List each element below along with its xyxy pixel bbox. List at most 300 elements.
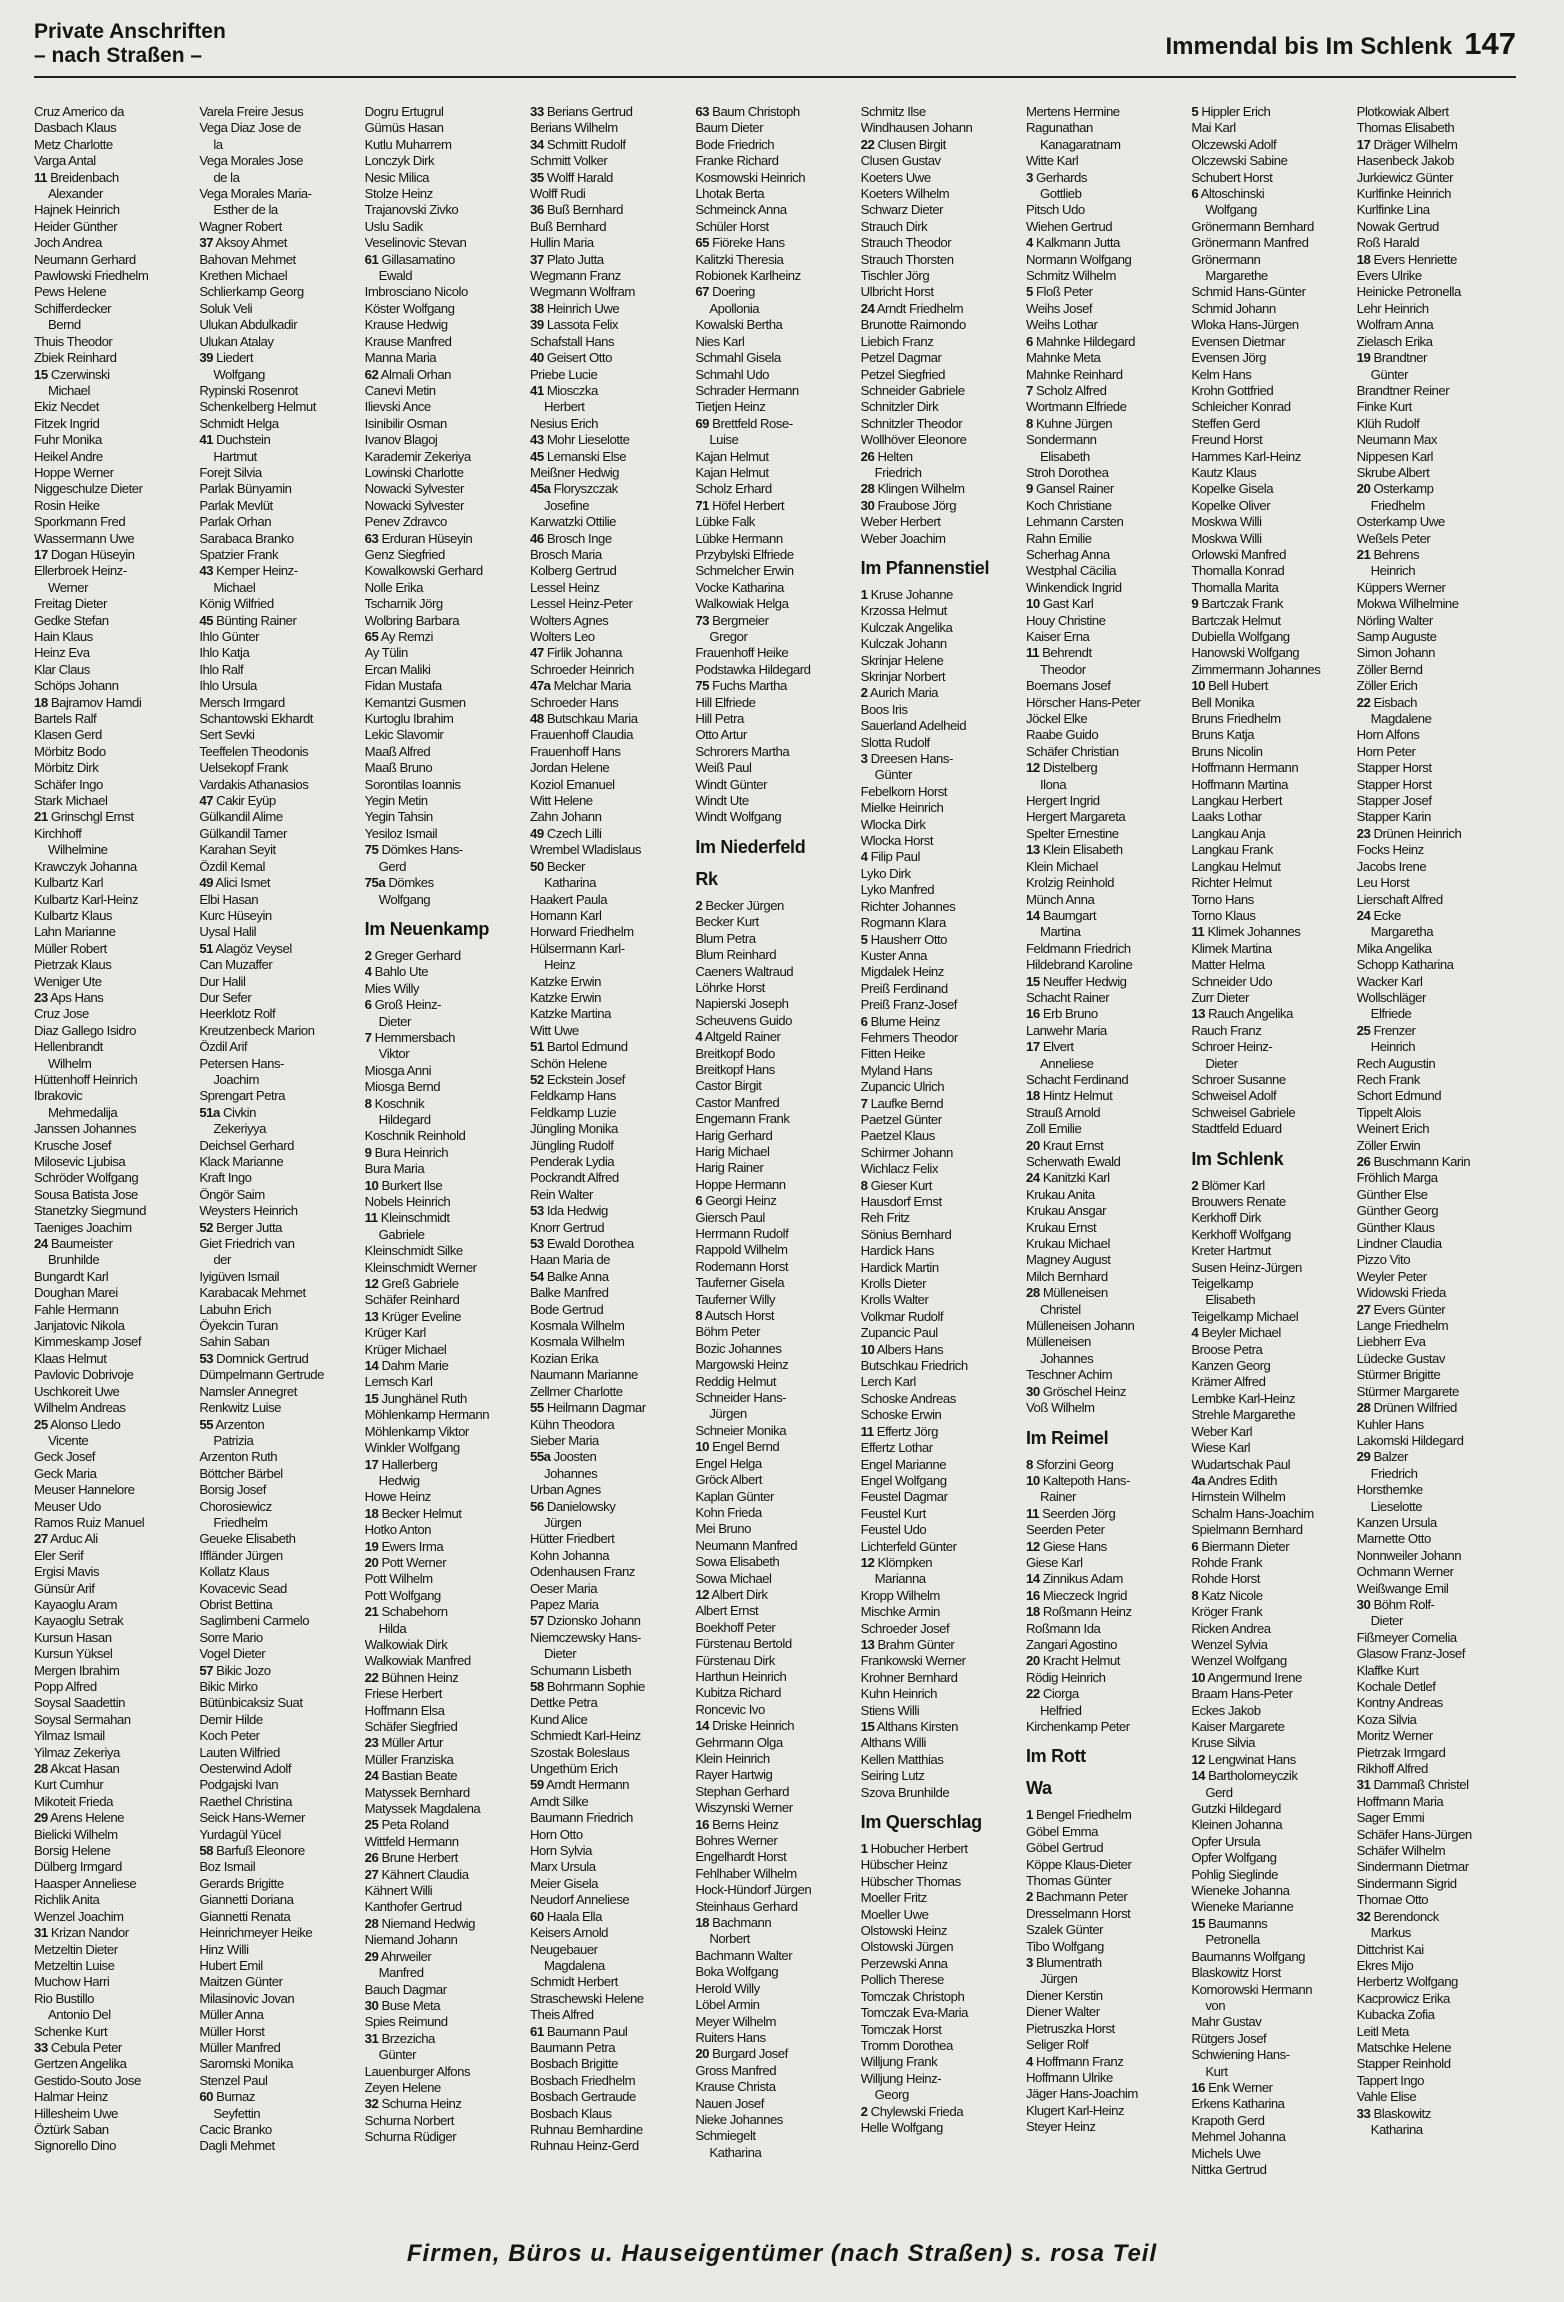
resident-entry: Krolzig Reinhold — [1025, 875, 1115, 891]
resident-entry: Fitzek Ingrid — [34, 415, 100, 431]
resident-entry: Katharina — [709, 2144, 762, 2160]
resident-entry: 20 Pott Werner — [364, 1554, 447, 1570]
resident-entry: Yesiloz Ismail — [364, 825, 438, 841]
resident-entry: Marnette Otto — [1356, 1531, 1431, 1547]
resident-entry: Gestido-Souto Jose — [34, 2072, 141, 2088]
resident-entry: Windt Ute — [695, 793, 749, 809]
resident-entry: 46 Brosch Inge — [529, 530, 612, 546]
resident-entry: Tischler Jörg — [860, 268, 930, 284]
resident-entry: 21 Grinschgl Ernst — [34, 809, 134, 825]
directory-column — [1026, 104, 1185, 2234]
resident-entry: Sousa Batista Jose — [34, 1186, 138, 1202]
resident-entry: Stapper Karin — [1356, 809, 1431, 825]
resident-entry: 12 Giese Hans — [1025, 1538, 1107, 1554]
resident-entry: Wrembel Wladislaus — [529, 842, 641, 858]
resident-entry: Opfer Ursula — [1191, 1833, 1261, 1849]
resident-entry: Perzewski Anna — [860, 1955, 948, 1971]
resident-entry: Kirchhoff — [34, 825, 82, 841]
resident-entry: Hinz Willi — [199, 1941, 249, 1957]
resident-entry: Vega Diaz Jose de — [199, 120, 301, 136]
resident-entry: 60 Haala Ella — [529, 1908, 602, 1924]
resident-entry: 3 Dreesen Hans- — [860, 751, 953, 767]
resident-entry: Öyekcin Turan — [199, 1318, 278, 1334]
street-heading: Im Reimel — [1025, 1427, 1109, 1448]
resident-entry: Jüngling Monika — [529, 1121, 618, 1137]
resident-entry: Preiß Franz-Josef — [860, 997, 957, 1013]
resident-entry: Thomalla Konrad — [1191, 563, 1285, 579]
resident-entry: Keisers Arnold — [529, 1925, 609, 1941]
resident-entry: 17 Dräger Wilhelm — [1356, 136, 1458, 152]
resident-entry: 25 Peta Roland — [364, 1817, 449, 1833]
resident-entry: Slotta Rudolf — [860, 734, 930, 750]
resident-entry: 53 Ida Hedwig — [529, 1203, 608, 1219]
resident-entry: Rauch Franz — [1191, 1022, 1262, 1038]
resident-entry: Zekeriyya — [213, 1121, 266, 1137]
resident-entry: Schubert Horst — [1191, 169, 1273, 185]
resident-entry: Preiß Ferdinand — [860, 980, 948, 996]
resident-entry: Myland Hans — [860, 1062, 933, 1078]
resident-entry: Kelm Hans — [1191, 366, 1252, 382]
resident-entry: Langkau Helmut — [1191, 858, 1281, 874]
resident-entry: Odenhausen Franz — [529, 1564, 635, 1580]
resident-entry: Effertz Lothar — [860, 1440, 933, 1456]
resident-entry: Brandtner Reiner — [1356, 382, 1450, 398]
resident-entry: Diener Walter — [1025, 2004, 1100, 2020]
resident-entry: Feustel Dagmar — [860, 1489, 948, 1505]
resident-entry: Pott Wilhelm — [364, 1571, 433, 1587]
resident-entry: Albert Ernst — [695, 1603, 759, 1619]
resident-entry: Wortmann Elfriede — [1025, 399, 1127, 415]
resident-entry: Sert Sevki — [199, 727, 255, 743]
resident-entry: Schüler Horst — [695, 218, 769, 234]
resident-entry: Christel — [1039, 1301, 1081, 1317]
resident-entry: Bohres Werner — [695, 1833, 778, 1849]
resident-entry: Kurlfinke Lina — [1356, 202, 1430, 218]
resident-entry: Becker Kurt — [695, 914, 759, 930]
resident-entry: 1 Kruse Johanne — [860, 586, 953, 602]
resident-entry: Müller Robert — [34, 940, 107, 956]
resident-entry: 47 Firlik Johanna — [529, 645, 622, 661]
resident-entry: Schneider Gabriele — [860, 382, 965, 398]
resident-entry: Lehr Heinrich — [1356, 300, 1429, 316]
resident-entry: Roßmann Ida — [1025, 1620, 1101, 1636]
resident-entry: Milasinovic Jovan — [199, 1990, 295, 2006]
resident-entry: Kemantzi Gusmen — [364, 694, 466, 710]
resident-entry: Schurna Norbert — [364, 2112, 454, 2128]
resident-entry: Winkler Wolfgang — [364, 1440, 460, 1456]
directory-column — [1191, 104, 1350, 2234]
resident-entry: Krethen Michael — [199, 268, 288, 284]
resident-entry: Wolters Leo — [529, 629, 595, 644]
resident-entry: Matter Helma — [1191, 957, 1265, 973]
resident-entry: Sauerland Adelheid — [860, 718, 967, 734]
resident-entry: Schnitzler Theodor — [860, 415, 963, 431]
resident-entry: Kurtoglu Ibrahim — [364, 711, 454, 727]
resident-entry: Grönermann Bernhard — [1191, 218, 1314, 234]
resident-entry: Erkens Katharina — [1191, 2096, 1285, 2112]
resident-entry: 9 Bura Heinrich — [364, 1144, 449, 1160]
resident-entry: 33 Berians Gertrud — [529, 104, 633, 119]
resident-entry: Katzke Erwin — [529, 989, 601, 1005]
resident-entry: 6 Georgi Heinz — [695, 1193, 777, 1209]
resident-entry: Neumann Manfred — [695, 1537, 798, 1553]
resident-entry: Feldkamp Hans — [529, 1088, 616, 1104]
resident-entry: Tibo Wolfgang — [1025, 1938, 1104, 1954]
resident-entry: Friedhelm — [1370, 497, 1425, 513]
resident-entry: 22 Clusen Birgit — [860, 136, 946, 152]
resident-entry: Kröger Frank — [1191, 1604, 1263, 1620]
resident-entry: Halmar Heinz — [34, 2089, 108, 2105]
resident-entry: 23 Müller Artur — [364, 1735, 443, 1751]
resident-entry: Zoll Emilie — [1025, 1121, 1082, 1137]
resident-entry: Skrinjar Helene — [860, 652, 944, 668]
resident-entry: 2 Greger Gerhard — [364, 947, 461, 963]
resident-entry: Wagner Robert — [199, 218, 282, 234]
resident-entry: 24 Kanitzki Karl — [1025, 1170, 1110, 1186]
resident-entry: Dieter — [1370, 1613, 1403, 1629]
resident-entry: Wloka Hans-Jürgen — [1191, 317, 1299, 333]
resident-entry: Hullin Maria — [529, 235, 594, 251]
resident-entry: Kanzen Ursula — [1356, 1514, 1437, 1530]
resident-entry: 33 Cebula Peter — [34, 2039, 122, 2055]
resident-entry: 9 Gansel Rainer — [1025, 481, 1114, 497]
resident-entry: Moskwa Willi — [1191, 530, 1262, 546]
resident-entry: Taeniges Joachim — [34, 1219, 132, 1235]
resident-entry: Penderak Lydia — [529, 1154, 615, 1169]
resident-entry: 55 Arzenton — [199, 1416, 265, 1432]
resident-entry: Roß Harald — [1356, 235, 1420, 251]
resident-entry: Hammes Karl-Heinz — [1191, 448, 1301, 464]
resident-entry: Yegin Tahsin — [364, 809, 433, 825]
resident-entry: 51 Alagöz Veysel — [199, 940, 292, 956]
resident-entry: Seiring Lutz — [860, 1768, 925, 1784]
resident-entry: Kimmeskamp Josef — [34, 1334, 142, 1350]
resident-entry: Tomczak Christoph — [860, 1988, 965, 2004]
resident-entry: 59 Arndt Hermann — [529, 1777, 630, 1793]
resident-entry: 2 Chylewski Frieda — [860, 2103, 964, 2119]
resident-entry: 4 Altgeld Rainer — [695, 1029, 781, 1045]
resident-entry: Robionek Karlheinz — [695, 268, 801, 284]
resident-entry: Strehle Margarethe — [1191, 1407, 1296, 1423]
resident-entry: 24 Arndt Friedhelm — [860, 300, 964, 316]
resident-entry: Bauch Dagmar — [364, 1981, 447, 1997]
resident-entry: Ibrakovic — [34, 1088, 83, 1104]
resident-entry: Lerch Karl — [860, 1374, 916, 1390]
resident-entry: Caeners Waltraud — [695, 963, 794, 979]
resident-entry: Dur Sefer — [199, 989, 252, 1005]
resident-entry: Schmid Johann — [1191, 300, 1276, 316]
resident-entry: Sorontilas Ioannis — [364, 776, 461, 792]
resident-entry: Lowinski Charlotte — [364, 464, 464, 480]
resident-entry: 23 Drünen Heinrich — [1356, 825, 1462, 841]
resident-entry: Wilhelm — [48, 1055, 92, 1071]
resident-entry: 20 Kracht Helmut — [1025, 1653, 1120, 1669]
resident-entry: Schweisel Gabriele — [1191, 1104, 1296, 1120]
resident-entry: 75 Fuchs Martha — [695, 678, 787, 694]
resident-entry: Nörling Walter — [1356, 612, 1433, 628]
resident-entry: Walkowiak Dirk — [364, 1636, 448, 1652]
resident-entry: Böttcher Bärbel — [199, 1465, 283, 1481]
resident-entry: Hoffmann Maria — [1356, 1793, 1444, 1809]
resident-entry: Engemann Frank — [695, 1111, 790, 1127]
resident-entry: Müller Anna — [199, 2007, 264, 2023]
resident-entry: Stürmer Margarete — [1356, 1383, 1459, 1399]
resident-entry: Joachim — [213, 1071, 259, 1087]
resident-entry: Fehmers Theodor — [860, 1029, 958, 1045]
resident-entry: Hübscher Thomas — [860, 1873, 961, 1889]
resident-entry: 14 Zinnikus Adam — [1025, 1571, 1123, 1587]
resident-entry: 63 Erduran Hüseyin — [364, 530, 473, 546]
resident-entry: 71 Höfel Herbert — [695, 497, 785, 513]
resident-entry: Tappert Ingo — [1356, 2072, 1424, 2088]
resident-entry: Horn Sylvia — [529, 1843, 592, 1859]
resident-entry: Hilda — [378, 1620, 407, 1636]
resident-entry: Baumann Friedrich — [529, 1810, 633, 1826]
resident-entry: Lübke Hermann — [695, 530, 783, 546]
resident-entry: Katzke Martina — [529, 1006, 611, 1022]
resident-entry: Wassermann Uwe — [34, 530, 135, 546]
resident-entry: 67 Doering — [695, 284, 755, 300]
resident-entry: Hajnek Heinrich — [34, 202, 120, 218]
street-heading: Im Querschlag — [860, 1812, 982, 1833]
resident-entry: Hüttenhoff Heinrich — [34, 1071, 138, 1087]
resident-entry: 15 Althans Kirsten — [860, 1719, 958, 1734]
resident-entry: Blum Petra — [695, 930, 756, 946]
resident-entry: Signorello Dino — [34, 2138, 116, 2154]
resident-entry: Krukau Ernst — [1025, 1219, 1097, 1235]
resident-entry: 12 Lengwinat Hans — [1191, 1751, 1296, 1767]
resident-entry: Wlocka Dirk — [860, 816, 926, 832]
resident-entry: Kulczak Johann — [860, 636, 947, 652]
resident-entry: 18 Bachmann — [695, 1915, 772, 1931]
resident-entry: Diaz Gallego Isidro — [34, 1022, 136, 1038]
resident-entry: Mülleneisen — [1025, 1334, 1091, 1350]
resident-entry: 20 Kraut Ernst — [1025, 1137, 1104, 1153]
resident-entry: 10 Bell Hubert — [1191, 678, 1268, 694]
resident-entry: Schoske Erwin — [860, 1407, 942, 1423]
resident-entry: 6 Mahnke Hildegard — [1025, 333, 1136, 349]
resident-entry: 11 Effertz Jörg — [860, 1423, 938, 1439]
resident-entry: Hellenbrandt — [34, 1039, 103, 1055]
resident-entry: Klein Heinrich — [695, 1751, 770, 1766]
resident-entry: Frauenhoff Hans — [529, 743, 621, 759]
resident-entry: Strauch Dirk — [860, 218, 928, 234]
resident-entry: 10 Angermund Irene — [1191, 1669, 1302, 1685]
resident-entry: Kirchenkamp Peter — [1025, 1719, 1130, 1734]
resident-entry: 61 Baumann Paul — [529, 2023, 628, 2039]
resident-entry: Neugebauer — [529, 1941, 598, 1957]
resident-entry: 26 Buschmann Karin — [1356, 1154, 1471, 1169]
resident-entry: Theis Alfred — [529, 2007, 594, 2023]
resident-entry: Nies Karl — [695, 333, 745, 349]
resident-entry: Hütter Friedbert — [529, 1531, 615, 1547]
resident-entry: Weihs Josef — [1025, 300, 1093, 316]
resident-entry: 28 Drünen Wilfried — [1356, 1400, 1457, 1416]
resident-entry: Lahn Marianne — [34, 924, 116, 940]
resident-entry: 8 Koschnik — [364, 1095, 425, 1111]
resident-entry: Niemczewsky Hans- — [529, 1629, 641, 1645]
resident-entry: Köster Wolfgang — [364, 300, 455, 316]
resident-entry: Margaretha — [1370, 924, 1434, 940]
resident-entry: Zeyen Helene — [364, 2079, 441, 2095]
street-heading: Wa — [1025, 1778, 1052, 1799]
resident-entry: 52 Berger Jutta — [199, 1219, 282, 1235]
resident-entry: Kanzen Georg — [1191, 1358, 1271, 1374]
resident-entry: Manfred — [378, 1965, 424, 1981]
resident-entry: 58 Barfuß Eleonore — [199, 1843, 305, 1859]
resident-entry: Kulbartz Karl-Heinz — [34, 891, 139, 907]
resident-entry: Liebherr Eva — [1356, 1334, 1426, 1350]
resident-entry: Herrmann Rudolf — [695, 1226, 789, 1241]
resident-entry: Weiß Paul — [695, 760, 752, 776]
resident-entry: Jacobs Irene — [1356, 858, 1427, 874]
resident-entry: Kolberg Gertrud — [529, 563, 617, 579]
resident-entry: Özdil Kemal — [199, 858, 265, 874]
resident-entry: Urban Agnes — [529, 1482, 601, 1498]
resident-entry: Mikoteit Frieda — [34, 1793, 113, 1809]
resident-entry: Heinrichmeyer Heike — [199, 1925, 313, 1941]
resident-entry: Nowacki Sylvester — [364, 481, 464, 497]
resident-entry: Pohlig Sieglinde — [1191, 1866, 1278, 1882]
resident-entry: 41 Miosczka — [529, 382, 598, 398]
resident-entry: Fitten Heike — [860, 1046, 926, 1062]
resident-entry: der — [213, 1252, 231, 1268]
resident-entry: Zöller Bernd — [1356, 661, 1423, 677]
resident-entry: Sowa Elisabeth — [695, 1554, 780, 1570]
resident-entry: Feldkamp Luzie — [529, 1104, 617, 1120]
resident-entry: Napierski Joseph — [695, 996, 789, 1012]
resident-entry: 14 Baumgart — [1025, 907, 1096, 923]
resident-entry: Olczewski Adolf — [1191, 136, 1277, 152]
resident-entry: Reddig Helmut — [695, 1373, 777, 1389]
resident-entry: Hausdorf Ernst — [860, 1194, 942, 1209]
resident-entry: 31 Krizan Nandor — [34, 1925, 129, 1941]
resident-entry: Wolbring Barbara — [364, 612, 460, 628]
resident-entry: Tromm Dorothea — [860, 2037, 953, 2053]
resident-entry: Bruns Friedhelm — [1191, 711, 1281, 727]
resident-entry: Krukau Michael — [1025, 1236, 1110, 1252]
resident-entry: Lange Friedhelm — [1356, 1318, 1449, 1334]
resident-entry: Olstowski Jürgen — [860, 1939, 954, 1955]
resident-entry: Nowacki Sylvester — [364, 497, 464, 513]
resident-entry: Schön Helene — [529, 1055, 607, 1071]
resident-entry: Obrist Bettina — [199, 1596, 273, 1612]
resident-entry: Frauenhoff Heike — [695, 645, 789, 661]
resident-entry: Magdalena — [543, 1957, 605, 1973]
resident-entry: 8 Autsch Horst — [695, 1308, 775, 1324]
resident-entry: 4 Kalkmann Jutta — [1025, 235, 1120, 251]
resident-entry: 11 Seerden Jörg — [1025, 1505, 1116, 1521]
resident-entry: Krolls Walter — [860, 1292, 929, 1308]
resident-entry: Bielicki Wilhelm — [34, 1826, 118, 1842]
resident-entry: Herold Willy — [695, 1980, 760, 1996]
resident-entry: Rio Bustillo — [34, 1990, 94, 2006]
resident-entry: Richter Johannes — [860, 898, 956, 914]
resident-entry: Hain Klaus — [34, 629, 93, 644]
resident-entry: Parlak Mevlüt — [199, 497, 273, 513]
resident-entry: Kaplan Günter — [695, 1488, 774, 1504]
resident-entry: Sowa Michael — [695, 1570, 772, 1586]
resident-entry: Jäger Hans-Joachim — [1025, 2086, 1138, 2102]
resident-entry: 13 Klein Elisabeth — [1025, 842, 1123, 858]
resident-entry: Ekiz Necdet — [34, 399, 99, 415]
resident-entry: Schwiening Hans- — [1191, 2047, 1290, 2063]
resident-entry: Scheuvens Guido — [695, 1012, 792, 1028]
resident-entry: Torno Hans — [1191, 891, 1254, 907]
resident-entry: 8 Sforzini Georg — [1025, 1456, 1114, 1472]
resident-entry: 29 Arens Helene — [34, 1810, 125, 1826]
resident-entry: Kuhler Hans — [1356, 1416, 1424, 1432]
resident-entry: 19 Brandtner — [1356, 350, 1427, 366]
resident-entry: Bartczak Helmut — [1191, 612, 1281, 628]
resident-entry: Willjung Heinz- — [860, 2070, 942, 2086]
resident-entry: Kosmowski Heinrich — [695, 169, 806, 185]
resident-entry: 49 Alici Ismet — [199, 875, 271, 891]
resident-entry: Lindner Claudia — [1356, 1236, 1442, 1252]
resident-entry: Broose Petra — [1191, 1341, 1263, 1357]
resident-entry: Moritz Werner — [1356, 1728, 1433, 1744]
resident-entry: Wenzel Wolfgang — [1191, 1653, 1287, 1669]
resident-entry: 49 Czech Lilli — [529, 825, 602, 841]
resident-entry: Krohner Bernhard — [860, 1669, 958, 1685]
resident-entry: Günter — [1370, 366, 1408, 382]
resident-entry: Uysal Halil — [199, 924, 257, 940]
resident-entry: Febelkorn Horst — [860, 783, 947, 799]
resident-entry: Nippesen Karl — [1356, 448, 1433, 464]
resident-entry: Ihlo Günter — [199, 629, 260, 644]
resident-entry: Schrorers Martha — [695, 743, 790, 759]
resident-entry: Schnitzler Dirk — [860, 399, 939, 415]
resident-entry: 18 Hintz Helmut — [1025, 1088, 1113, 1104]
resident-entry: Sindermann Sigrid — [1356, 1875, 1457, 1891]
resident-entry: Tauferner Willy — [695, 1291, 776, 1307]
resident-entry: Heerklotz Rolf — [199, 1006, 276, 1022]
resident-entry: Jöckel Elke — [1025, 711, 1088, 727]
resident-entry: Trajanovski Zivko — [364, 202, 459, 218]
resident-entry: Zbiek Reinhard — [34, 350, 117, 366]
resident-entry: 16 Berns Heinz — [695, 1816, 779, 1832]
resident-entry: Göbel Emma — [1025, 1823, 1098, 1839]
resident-entry: 32 Schurna Heinz — [364, 2096, 462, 2112]
resident-entry: Breitkopf Hans — [695, 1061, 775, 1077]
resident-entry: Öztürk Saban — [34, 2121, 109, 2137]
resident-entry: Labuhn Erich — [199, 1301, 272, 1317]
resident-entry: Schopp Katharina — [1356, 957, 1454, 973]
resident-entry: Richter Helmut — [1191, 875, 1272, 891]
resident-entry: Günther Georg — [1356, 1203, 1439, 1219]
resident-entry: Brosch Maria — [529, 546, 602, 562]
resident-entry: Meier Gisela — [529, 1875, 599, 1891]
resident-entry: Koch Peter — [199, 1728, 260, 1744]
resident-entry: Magney August — [1025, 1252, 1111, 1268]
resident-entry: Dittchrist Kai — [1356, 1941, 1424, 1957]
resident-entry: Wollschläger — [1356, 989, 1426, 1005]
resident-entry: Schweisel Adolf — [1191, 1088, 1277, 1104]
resident-entry: 43 Mohr Lieselotte — [529, 432, 630, 448]
resident-entry: Mörbitz Dirk — [34, 760, 99, 776]
resident-entry: 33 Blaskowitz — [1356, 2105, 1431, 2121]
resident-entry: Schöps Johann — [34, 678, 119, 694]
resident-entry: Schmiegelt — [695, 2128, 756, 2144]
resident-entry: 29 Balzer — [1356, 1449, 1408, 1465]
resident-entry: Möhlenkamp Hermann — [364, 1407, 490, 1423]
resident-entry: 22 Eisbach — [1356, 694, 1417, 710]
resident-entry: Szova Brunhilde — [860, 1784, 950, 1800]
resident-entry: Günther Else — [1356, 1186, 1428, 1202]
resident-entry: Sondermann — [1025, 432, 1097, 448]
resident-entry: Pitsch Udo — [1025, 202, 1085, 218]
resident-entry: Kontny Andreas — [1356, 1695, 1443, 1711]
